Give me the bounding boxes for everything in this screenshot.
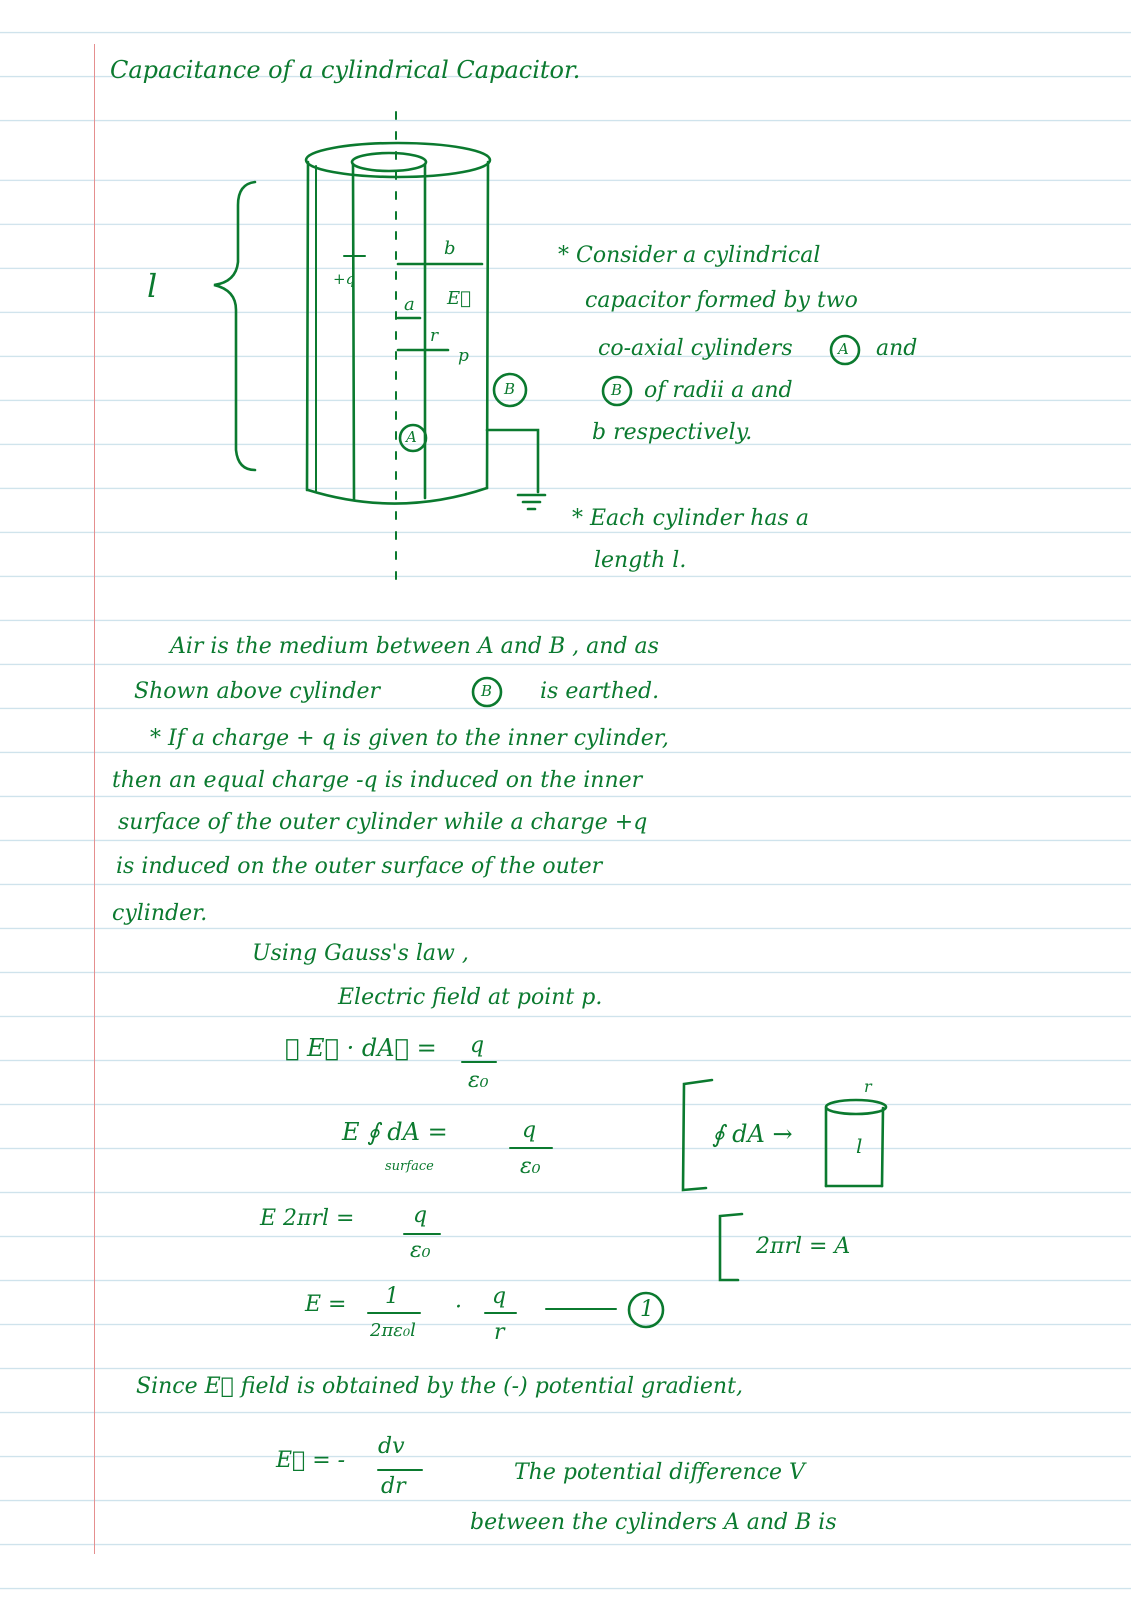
body-line-1: Air is the medium between A and B , and as xyxy=(170,634,659,659)
note-line-5: of radii a and xyxy=(644,378,793,403)
eq4-ref: 1 xyxy=(640,1297,654,1322)
note-line-6: b respectively. xyxy=(592,420,753,445)
aside1-r: r xyxy=(864,1077,872,1096)
length-brace xyxy=(214,182,255,470)
aside2-text: 2πrl = A xyxy=(756,1234,851,1259)
eq2-den: ε₀ xyxy=(520,1154,541,1179)
inner-top-ellipse xyxy=(352,153,426,171)
eq4-dot: · xyxy=(455,1295,462,1320)
diagram-p-label: p xyxy=(458,346,469,366)
note-line-1: * Consider a cylindrical xyxy=(558,243,821,268)
inner-left-side xyxy=(353,164,354,500)
body-line-2b: is earthed. xyxy=(540,679,660,704)
earth-wire xyxy=(487,430,538,492)
diagram-b-label: b xyxy=(444,238,456,259)
aside-bracket-2 xyxy=(720,1214,742,1280)
eq3-den: ε₀ xyxy=(410,1238,431,1263)
diagram-charge-label: +q xyxy=(333,270,356,288)
aside-bracket-1 xyxy=(683,1080,712,1190)
eq1-lhs: ∮ E⃗ · dA⃗ = xyxy=(285,1034,437,1062)
eq4-lhs: E = xyxy=(305,1292,347,1317)
note-line-4: and xyxy=(876,336,918,361)
body-line-4: then an equal charge -q is induced on the inner xyxy=(112,768,643,793)
note-line-7: * Each cylinder has a xyxy=(572,506,809,531)
body-line-3: * If a charge + q is given to the inner cylinder, xyxy=(150,726,669,751)
eq3-lhs: E 2πrl = xyxy=(260,1206,355,1231)
closing-line-1: Since E⃗ field is obtained by the (-) potential gradient, xyxy=(136,1374,743,1399)
diagram-B-label: B xyxy=(504,380,516,398)
diagram-field-label: E⃗ xyxy=(447,288,471,309)
closing-line-3: between the cylinders A and B is xyxy=(470,1510,837,1535)
eq5-num: dv xyxy=(378,1434,405,1459)
eq1-num: q xyxy=(470,1033,485,1058)
note-line-2: capacitor formed by two xyxy=(585,288,858,313)
note-circle-A-label: A xyxy=(838,340,849,358)
diagram-length-label: l xyxy=(147,267,158,305)
outer-bottom-arc xyxy=(308,488,487,504)
small-cylinder-top xyxy=(826,1100,886,1114)
eq2-lhs: E ∮ dA = xyxy=(342,1118,448,1146)
eq5-lhs: E⃗ = - xyxy=(276,1448,346,1473)
eq4-den1: 2πε₀l xyxy=(370,1320,416,1341)
eq2-num: q xyxy=(522,1118,537,1143)
derivation-intro: Using Gauss's law , xyxy=(252,941,469,966)
diagram-r-label: r xyxy=(430,326,439,346)
eq3-num: q xyxy=(413,1203,428,1228)
eq1-den: ε₀ xyxy=(468,1068,489,1093)
eq4-num2: q xyxy=(492,1284,507,1309)
body-line-2: Shown above cylinder xyxy=(134,679,380,704)
aside1-text: ∮ dA → xyxy=(712,1120,793,1148)
outer-left-side xyxy=(307,162,308,490)
note-line-3: co-axial cylinders xyxy=(598,336,793,361)
eq4-num1: 1 xyxy=(385,1284,399,1309)
diagram-a-label: a xyxy=(404,294,415,315)
derivation-subintro: Electric field at point p. xyxy=(338,985,603,1010)
body-line-7: cylinder. xyxy=(112,901,208,926)
body-line-6: is induced on the outer surface of the outer xyxy=(116,854,603,879)
eq4-den2: r xyxy=(494,1320,505,1345)
closing-line-2: The potential difference V xyxy=(514,1460,805,1485)
aside1-l: l xyxy=(856,1134,863,1158)
eq2-sub: surface xyxy=(385,1159,434,1174)
eq5-den: dr xyxy=(381,1474,406,1499)
body-line-5: surface of the outer cylinder while a charge +q xyxy=(118,810,648,835)
diagram-A-label: A xyxy=(406,428,417,446)
page-title: Capacitance of a cylindrical Capacitor. xyxy=(110,56,581,84)
body-circle-B-label: B xyxy=(481,682,493,700)
note-circle-B-label: B xyxy=(611,381,623,399)
note-line-8: length l. xyxy=(594,548,687,573)
outer-right-side xyxy=(487,162,488,488)
